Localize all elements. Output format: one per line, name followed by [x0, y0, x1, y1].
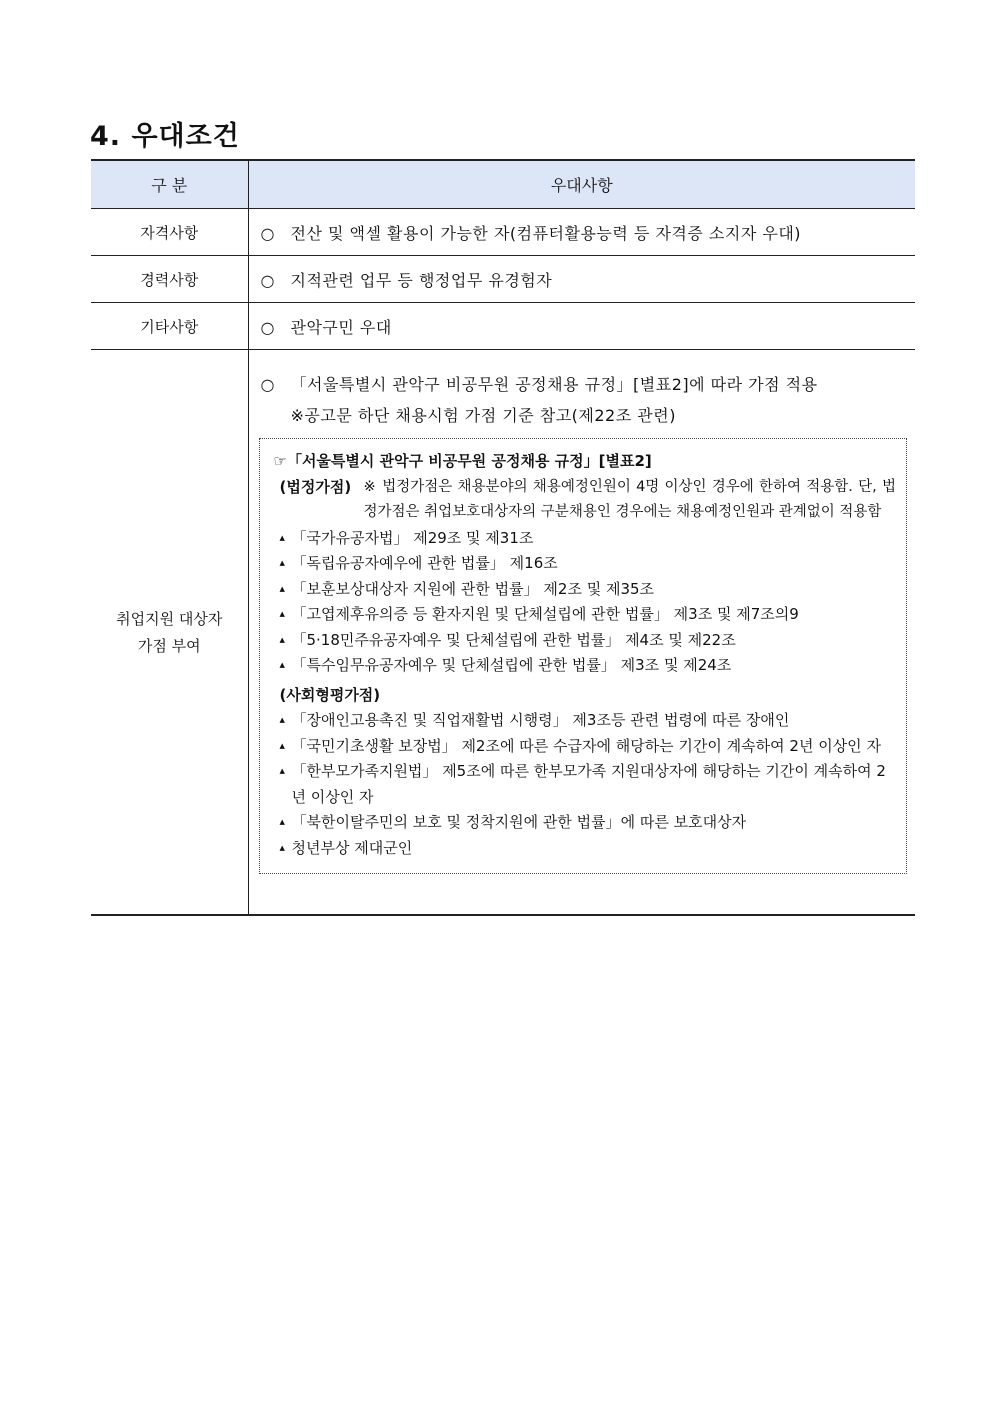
social-bonus-label: (사회형평가점) — [279, 685, 381, 704]
regulation-title: ☞「서울특별시 관악구 비공무원 공정채용 규정」[별표2] — [273, 452, 652, 470]
bonus-rule-line — [261, 372, 916, 395]
regulation-box — [259, 438, 908, 874]
bullet-circle: ○ — [260, 223, 275, 243]
row-value — [248, 209, 915, 256]
legal-bonus-block — [274, 475, 897, 526]
category-line: 취업지원 대상자 — [116, 610, 223, 628]
row-value — [248, 303, 915, 350]
list-item: ▲ 「독립유공자예우에 관한 법률」 제16조 — [282, 551, 897, 577]
note-star: ※ — [363, 478, 377, 495]
category-line: 가점 부여 — [137, 637, 201, 655]
list-item: ▲ 「북한이탈주민의 보호 및 정착지원에 관한 법률」에 따른 보호대상자 — [282, 810, 897, 836]
section-heading: 4. 우대조건 — [90, 121, 240, 152]
bonus-rule-text: 「서울특별시 관악구 비공무원 공정채용 규정」[별표2]에 따라 가점 적용 — [290, 375, 818, 394]
list-item: ▲ 「국가유공자법」 제29조 및 제31조 — [282, 526, 897, 552]
legal-bonus-text: 법정가점은 채용분야의 채용예정인원이 4명 이상인 경우에 한하여 적용함. 단, 법정가점은 취업보호대상자의 구분채용인 경우에는 채용예정인원과 관계없이 적용함 — [363, 478, 896, 520]
list-item: ▲ 「5·18민주유공자예우 및 단체설립에 관한 법률」 제4조 및 제22조 — [282, 628, 897, 654]
preference-table — [91, 159, 915, 916]
bonus-note-line: ※공고문 하단 채용시험 가점 기준 참고(제22조 관련) — [290, 406, 676, 425]
table-header-row — [91, 160, 915, 209]
list-item: ▲ 청년부상 제대군인 — [282, 836, 897, 862]
table-row — [91, 303, 915, 350]
list-item: ▲ 「고엽제후유의증 등 환자지원 및 단체설립에 관한 법률」 제3조 및 제7조의9 — [282, 602, 897, 628]
row-value — [248, 256, 915, 303]
row-value-text: 관악구민 우대 — [290, 317, 392, 337]
list-item: ▲ 「국민기초생활 보장법」 제2조에 따른 수급자에 해당하는 기간이 계속하여 2년 이상인 자 — [282, 734, 897, 760]
row-category: 경력사항 — [91, 256, 248, 303]
bullet-circle: ○ — [260, 317, 275, 337]
list-item: ▲ 「한부모가족지원법」 제5조에 따른 한부모가족 지원대상자에 해당하는 기간이 계속하여 2년 이상인 자 — [282, 759, 897, 810]
row-category — [91, 350, 248, 916]
row-category: 자격사항 — [91, 209, 248, 256]
bullet-circle: ○ — [260, 375, 275, 394]
social-items-list — [274, 708, 897, 861]
header-preference: 우대사항 — [248, 160, 915, 209]
row-value — [248, 350, 915, 916]
legal-bonus-note — [364, 475, 897, 526]
row-category: 기타사항 — [91, 303, 248, 350]
row-value-text: 전산 및 액셀 활용이 가능한 자(컴퓨터활용능력 등 자격증 소지자 우대) — [290, 223, 802, 243]
header-category: 구 분 — [91, 160, 248, 209]
row-value-text: 지적관련 업무 등 행정업무 유경험자 — [290, 270, 553, 290]
list-item: ▲ 「특수임무유공자예우 및 단체설립에 관한 법률」 제3조 및 제24조 — [282, 653, 897, 679]
list-item: ▲ 「보훈보상대상자 지원에 관한 법률」 제2조 및 제35조 — [282, 577, 897, 603]
table-row — [91, 256, 915, 303]
legal-bonus-label: (법정가점) — [279, 477, 352, 496]
table-row-bonus — [91, 350, 915, 916]
list-item: ▲ 「장애인고용촉진 및 직업재활법 시행령」 제3조등 관련 법령에 따른 장애인 — [282, 708, 897, 734]
bullet-circle: ○ — [260, 270, 275, 290]
legal-items-list — [274, 526, 897, 679]
table-row — [91, 209, 915, 256]
